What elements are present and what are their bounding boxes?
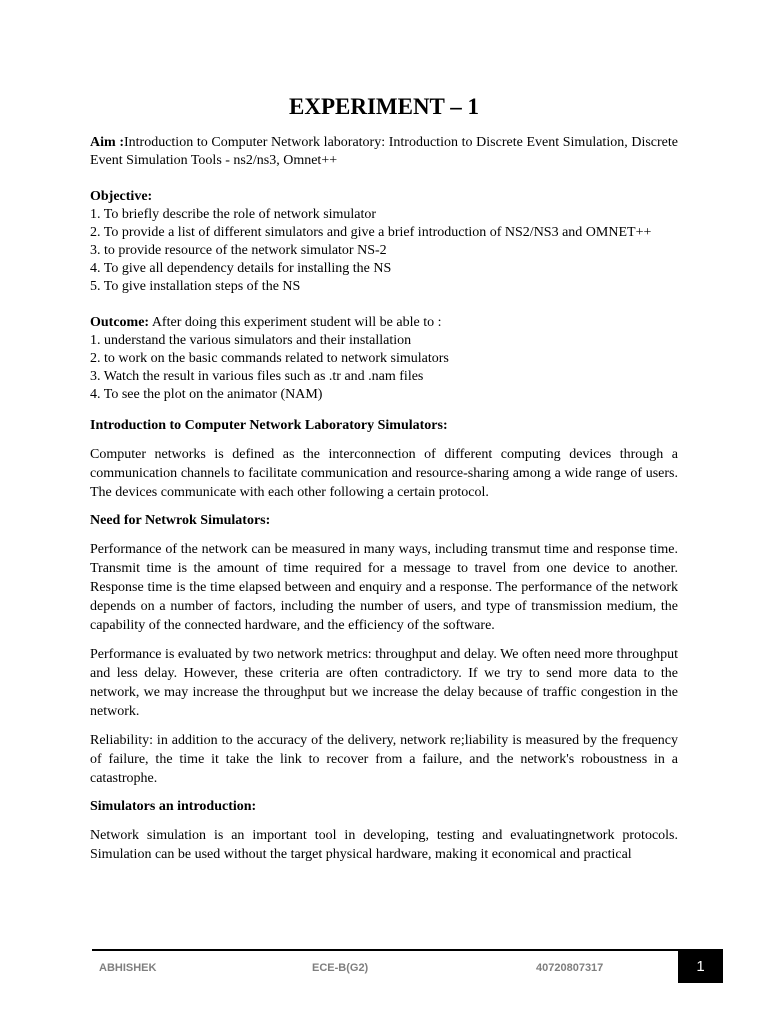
page-number: 1: [678, 949, 723, 983]
intro-paragraph: Computer networks is defined as the interconnection of different computing devices through a communication channels to facilitate communication and resource-sharing among a wide range of users. The devices communicate with each other following a certain protocol.: [90, 447, 678, 500]
objective-label: Objective:: [90, 189, 153, 204]
page-title: EXPERIMENT – 1: [289, 94, 479, 119]
aim-paragraph: [90, 134, 678, 170]
footer-roll-number: 40720807317: [536, 962, 604, 974]
need-paragraph-2: Performance is evaluated by two network metrics: throughput and delay. We often need more throughput and less delay. However, these criteria are often contradictory. If we try to send more data to the network, we may increase the throughput but we increase the delay because of traffic congestion in the network.: [90, 647, 678, 719]
need-heading: Need for Netwrok Simulators:: [90, 513, 271, 528]
outcome-item: 3. Watch the result in various files such as .tr and .nam files: [90, 369, 424, 384]
outcome-section: [90, 314, 678, 404]
need-paragraph-1: Performance of the network can be measured in many ways, including transmut time and response time. Transmit time is the amount of time required for a message to travel from one device to another. Response time is the time elapsed between and enquiry and a response. The performance of the network depends on a number of factors, including the number of users, and type of transmission medium, the capability of the connected hardware, and the efficiency of the software.: [90, 542, 678, 633]
outcome-item: 1. understand the various simulators and their installation: [90, 333, 412, 348]
aim-text: Introduction to Computer Network laboratory: Introduction to Discrete Event Simulation, Discrete Event Simulation Tools - ns2/ns3, Omnet++: [90, 135, 678, 168]
document-body: [90, 134, 678, 864]
footer-divider: [92, 949, 680, 951]
objective-section: [90, 188, 678, 296]
intro-heading: Introduction to Computer Network Laboratory Simulators:: [90, 418, 448, 433]
simulators-heading: Simulators an introduction:: [90, 799, 257, 814]
objective-item: 4. To give all dependency details for installing the NS: [90, 261, 392, 276]
objective-item: 1. To briefly describe the role of network simulator: [90, 207, 377, 222]
need-paragraph-3: Reliability: in addition to the accuracy of the delivery, network re;liability is measured by the frequency of failure, the time it take the link to recover from a failure, and the network's roboustness in a catastrophe.: [90, 733, 678, 786]
footer-class: ECE-B(G2): [312, 962, 369, 974]
footer-student-name: ABHISHEK: [99, 962, 157, 974]
aim-label: Aim :: [90, 135, 124, 150]
outcome-item: 2. to work on the basic commands related to network simulators: [90, 351, 449, 366]
simulators-paragraph: Network simulation is an important tool in developing, testing and evaluatingnetwork protocols. Simulation can be used without the target physical hardware, making it economical and practical: [90, 828, 678, 862]
objective-item: 2. To provide a list of different simulators and give a brief introduction of NS2/NS3 and OMNET++: [90, 225, 652, 240]
outcome-label: Outcome:: [90, 315, 150, 330]
outcome-intro: After doing this experiment student will be able to :: [149, 315, 442, 330]
outcome-item: 4. To see the plot on the animator (NAM): [90, 387, 323, 402]
objective-item: 3. to provide resource of the network simulator NS-2: [90, 243, 387, 258]
objective-item: 5. To give installation steps of the NS: [90, 279, 301, 294]
